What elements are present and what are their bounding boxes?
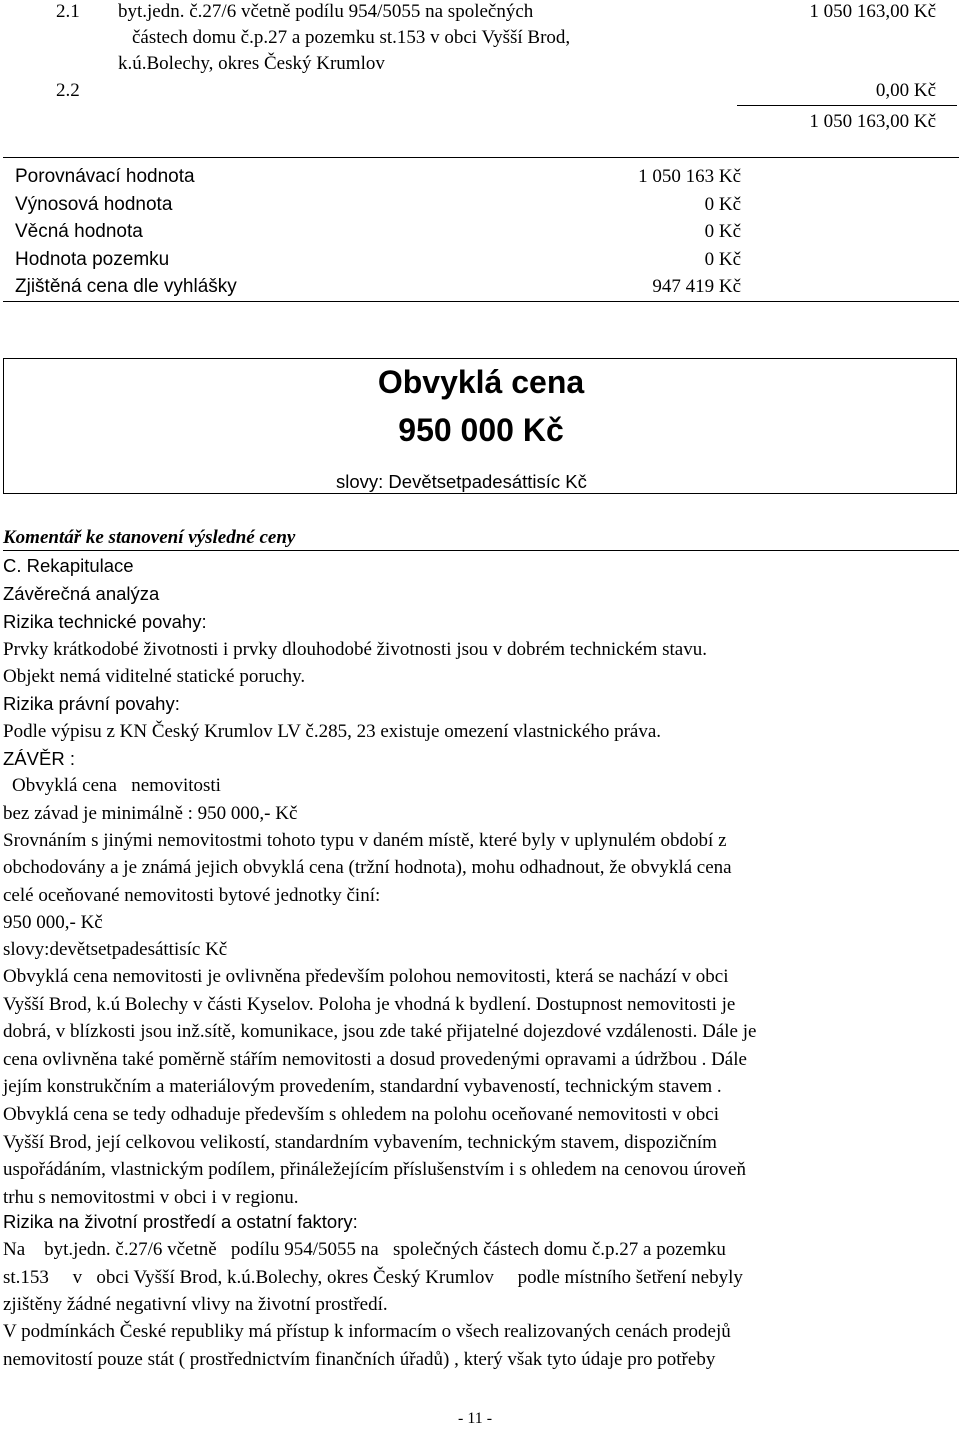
paragraph-line: Obvyklá cena se tedy odhaduje především s ohledem na polohu oceňované nemovitosti v obci xyxy=(3,1104,720,1125)
sum-divider xyxy=(737,105,957,106)
table-top-rule xyxy=(3,157,959,158)
item-description: k.ú.Bolechy, okres Český Krumlov xyxy=(118,53,385,74)
valuation-value: 0 Kč xyxy=(704,248,741,270)
paragraph-line: trhu s nemovitostmi v obci i v regionu. xyxy=(3,1186,299,1208)
valuation-value: 0 Kč xyxy=(704,221,741,242)
paragraph-line: Vyšší Brod, její celkovou velikostí, standardním vybavením, technickým stavem, dispozičním xyxy=(3,1131,717,1153)
paragraph-line: Vyšší Brod, k.ú Bolechy v části Kyselov. Poloha je vhodná k bydlení. Dostupnost nemovitosti je xyxy=(3,993,736,1015)
env-risks-heading: Rizika na životní prostředí a ostatní faktory: xyxy=(3,1211,358,1232)
usual-price-label: Obvyklá cena nemovitosti xyxy=(12,775,221,796)
item-number: 2.1 xyxy=(56,1,80,22)
paragraph-line: nemovitostí pouze stát ( prostřednictvím finančních úřadů) , který však tyto údaje pro potřeby xyxy=(3,1348,716,1370)
final-analysis-heading: Závěrečná analýza xyxy=(3,583,160,604)
item-description: částech domu č.p.27 a pozemku st.153 v obci Vyšší Brod, xyxy=(132,27,571,48)
valuation-label: Věcná hodnota xyxy=(15,221,143,242)
paragraph-line: Obvyklá cena nemovitosti je ovlivněna především polohou nemovitosti, která se nachází v obci xyxy=(3,966,729,987)
amount-line: 950 000,- Kč xyxy=(3,912,103,933)
item-value: 1 050 163,00 Kč xyxy=(809,1,936,22)
usual-price-box xyxy=(3,358,957,494)
valuation-value: 1 050 163 Kč xyxy=(638,166,741,187)
valuation-label: Hodnota pozemku xyxy=(15,248,170,270)
total-value: 1 050 163,00 Kč xyxy=(809,111,936,132)
tech-risk-text: Objekt nemá viditelné statické poruchy. xyxy=(3,666,306,687)
recap-heading: C. Rekapitulace xyxy=(3,555,134,576)
conclusion-heading: ZÁVĚR : xyxy=(3,748,75,769)
item-number: 2.2 xyxy=(56,80,80,101)
valuation-label: Porovnávací hodnota xyxy=(15,166,195,187)
tech-risks-heading: Rizika technické povahy: xyxy=(3,611,207,632)
page-number: - 11 - xyxy=(458,1410,493,1427)
comment-rule xyxy=(3,550,959,551)
paragraph-line: jejím konstrukčním a materiálovým provedením, standardní vybaveností, technickým stavem . xyxy=(3,1076,722,1098)
paragraph-line: Na byt.jedn. č.27/6 včetně podílu 954/5055 na společných částech domu č.p.27 a pozemku xyxy=(3,1239,726,1260)
legal-risks-heading: Rizika právní povahy: xyxy=(3,693,180,714)
valuation-label: Výnosová hodnota xyxy=(15,193,173,215)
paragraph-line: uspořádáním, vlastnickým podílem, přináležejícím příslušenstvím i s ohledem na cenovou úroveň xyxy=(3,1159,746,1181)
paragraph-line: Srovnáním s jinými nemovitostmi tohoto typu v daném místě, které byly v uplynulém období z xyxy=(3,830,727,851)
paragraph-line: zjištěny žádné negativní vlivy na životní prostředí. xyxy=(3,1294,388,1315)
minimum-price: bez závad je minimálně : 950 000,- Kč xyxy=(3,803,298,824)
valuation-value: 0 Kč xyxy=(704,193,741,215)
valuation-value: 947 419 Kč xyxy=(652,276,741,297)
comment-heading: Komentář ke stanovení výsledné ceny xyxy=(3,527,296,548)
paragraph-line: dobrá, v blízkosti jsou inž.sítě, komunikace, jsou zde také přijatelné dojezdové vzdálenosti. Dále je xyxy=(3,1021,757,1043)
tech-risk-text: Prvky krátkodobé životnosti i prvky dlouhodobé životnosti jsou v dobrém technickém stavu. xyxy=(3,639,707,660)
paragraph-line: obchodovány a je známá jejich obvyklá cena (tržní hodnota), mohu odhadnout, že obvyklá cena xyxy=(3,857,732,879)
paragraph-line: V podmínkách České republiky má přístup k informacím o všech realizovaných cenách prodejů xyxy=(3,1321,731,1342)
valuation-label: Zjištěná cena dle vyhlášky xyxy=(15,276,237,297)
usual-price-title: Obvyklá cena xyxy=(377,364,585,400)
words-line: slovy:devětsetpadesáttisíc Kč xyxy=(3,939,228,960)
usual-price-words: slovy: Devětsetpadesáttisíc Kč xyxy=(336,471,587,492)
paragraph-line: cena ovlivněna také poměrně stářím nemovitosti a dosud provedenými opravami a údržbou . Dále xyxy=(3,1048,747,1070)
usual-price-amount: 950 000 Kč xyxy=(398,412,564,448)
paragraph-line: celé oceňované nemovitosti bytové jednotky činí: xyxy=(3,884,381,906)
item-value: 0,00 Kč xyxy=(875,80,936,101)
item-description: byt.jedn. č.27/6 včetně podílu 954/5055 na společných xyxy=(118,1,534,22)
legal-risk-text: Podle výpisu z KN Český Krumlov LV č.285, 23 existuje omezení vlastnického práva. xyxy=(3,721,662,742)
paragraph-line: st.153 v obci Vyšší Brod, k.ú.Bolechy, okres Český Krumlov podle místního šetření nebyly xyxy=(3,1266,743,1288)
table-bottom-rule xyxy=(3,301,959,302)
